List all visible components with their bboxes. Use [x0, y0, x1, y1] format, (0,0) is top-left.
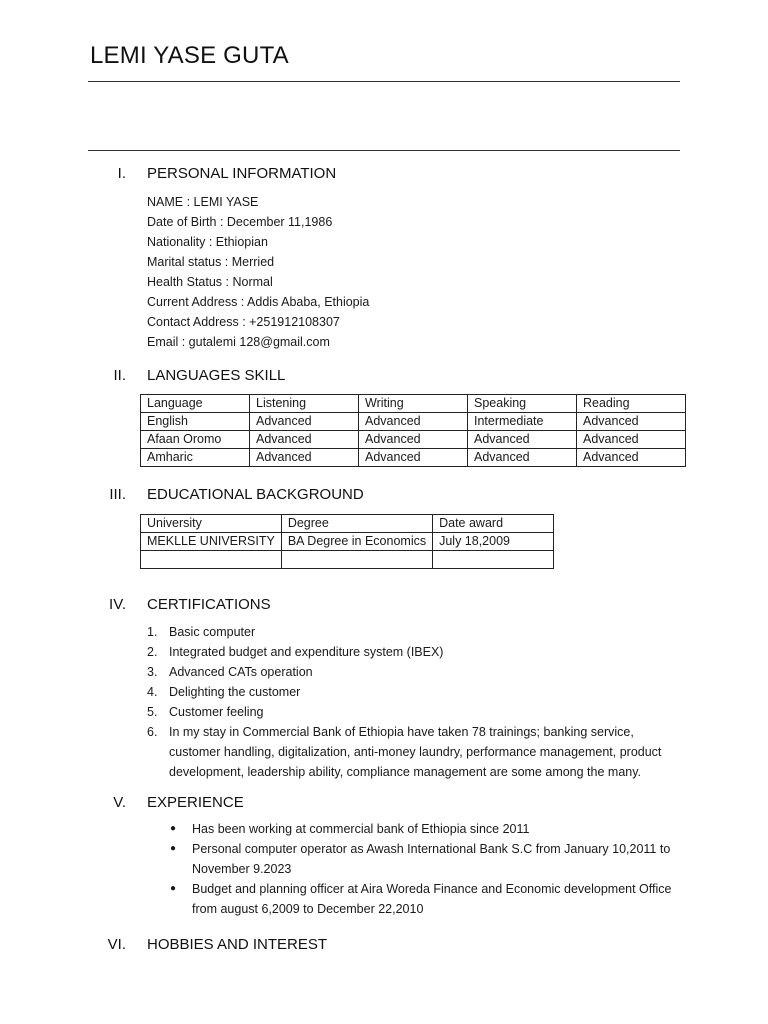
list-item [147, 702, 687, 722]
bullet-icon: ● [170, 883, 177, 894]
section-title: CERTIFICATIONS [147, 596, 271, 613]
list-number: 4. [147, 685, 158, 699]
list-item [147, 642, 687, 662]
section-number: II. [113, 367, 126, 384]
section-number: III. [109, 486, 126, 503]
info-email: Email : gutalemi 128@gmail.com [147, 335, 330, 349]
list-item [170, 839, 690, 879]
list-item-text: In my stay in Commercial Bank of Ethiopia have taken 78 trainings; banking service, customer handling, digitalization, anti-money laundry, performance management, product development, leadership ability, compliance management are some among the many. [169, 725, 662, 779]
list-item [147, 722, 687, 782]
list-item-text: Has been working at commercial bank of Ethiopia since 2011 [192, 822, 530, 836]
languages-table [140, 394, 686, 467]
table-header-cell: Speaking [468, 395, 577, 413]
table-header-cell: Degree [281, 515, 432, 533]
table-cell: Advanced [359, 413, 468, 431]
table-cell [433, 551, 554, 569]
list-number: 1. [147, 625, 158, 639]
table-header-row [141, 395, 686, 413]
list-item [147, 622, 687, 642]
section-number: I. [117, 165, 126, 182]
table-header-cell: Listening [250, 395, 359, 413]
table-row [141, 431, 686, 449]
table-header-cell: Language [141, 395, 250, 413]
list-item-text: Personal computer operator as Awash International Bank S.C from January 10,2011 to November 9.2023 [192, 842, 671, 876]
table-cell: MEKLLE UNIVERSITY [141, 533, 282, 551]
list-number: 3. [147, 665, 158, 679]
bullet-icon: ● [170, 843, 177, 854]
info-health-status: Health Status : Normal [147, 275, 273, 289]
info-current-address: Current Address : Addis Ababa, Ethiopia [147, 295, 370, 309]
table-cell: Advanced [250, 413, 359, 431]
table-cell: Advanced [468, 449, 577, 467]
table-row [141, 533, 554, 551]
divider-top [88, 81, 680, 82]
list-item [147, 682, 687, 702]
table-cell: Intermediate [468, 413, 577, 431]
section-title: EXPERIENCE [147, 794, 244, 811]
section-title: LANGUAGES SKILL [147, 367, 286, 384]
table-cell: BA Degree in Economics [281, 533, 432, 551]
table-cell: July 18,2009 [433, 533, 554, 551]
table-cell: Advanced [577, 413, 686, 431]
divider-bottom [88, 150, 680, 151]
table-row [141, 551, 554, 569]
table-header-cell: Reading [577, 395, 686, 413]
list-item-text: Customer feeling [169, 705, 264, 719]
personal-info-list [147, 192, 369, 352]
table-header-cell: University [141, 515, 282, 533]
list-number: 6. [147, 725, 158, 739]
section-title: PERSONAL INFORMATION [147, 165, 337, 182]
table-cell: English [141, 413, 250, 431]
table-header-cell: Date award [433, 515, 554, 533]
table-cell: Advanced [359, 449, 468, 467]
table-cell: Advanced [577, 449, 686, 467]
info-nationality: Nationality : Ethiopian [147, 235, 268, 249]
table-cell [141, 551, 282, 569]
table-cell: Advanced [468, 431, 577, 449]
section-title: EDUCATIONAL BACKGROUND [147, 486, 364, 503]
table-cell: Advanced [359, 431, 468, 449]
table-row [141, 449, 686, 467]
table-cell: Amharic [141, 449, 250, 467]
section-number: V. [113, 794, 126, 811]
section-number: IV. [109, 596, 126, 613]
certifications-list [147, 622, 687, 782]
info-contact: Contact Address : +251912108307 [147, 315, 340, 329]
list-item [147, 662, 687, 682]
table-cell [281, 551, 432, 569]
info-marital-status: Marital status : Merried [147, 255, 275, 269]
table-cell: Advanced [577, 431, 686, 449]
person-name: LEMI YASE GUTA [90, 42, 289, 69]
list-item-text: Delighting the customer [169, 685, 301, 699]
table-header-cell: Writing [359, 395, 468, 413]
table-cell: Advanced [250, 449, 359, 467]
list-item-text: Integrated budget and expenditure system (IBEX) [169, 645, 444, 659]
experience-list [170, 819, 690, 919]
list-item-text: Advanced CATs operation [169, 665, 313, 679]
info-dob: Date of Birth : December 11,1986 [147, 215, 333, 229]
table-cell: Afaan Oromo [141, 431, 250, 449]
list-item [170, 819, 690, 839]
list-item-text: Budget and planning officer at Aira Woreda Finance and Economic development Office from august 6,2009 to December 22,2010 [192, 882, 672, 916]
bullet-icon: ● [170, 823, 177, 834]
education-table [140, 514, 554, 569]
list-item-text: Basic computer [169, 625, 256, 639]
list-number: 5. [147, 705, 158, 719]
table-row [141, 413, 686, 431]
table-cell: Advanced [250, 431, 359, 449]
table-header-row [141, 515, 554, 533]
list-item [170, 879, 690, 919]
section-title: HOBBIES AND INTEREST [147, 936, 328, 953]
list-number: 2. [147, 645, 158, 659]
section-number: VI. [107, 936, 126, 953]
info-name: NAME : LEMI YASE [147, 195, 259, 209]
